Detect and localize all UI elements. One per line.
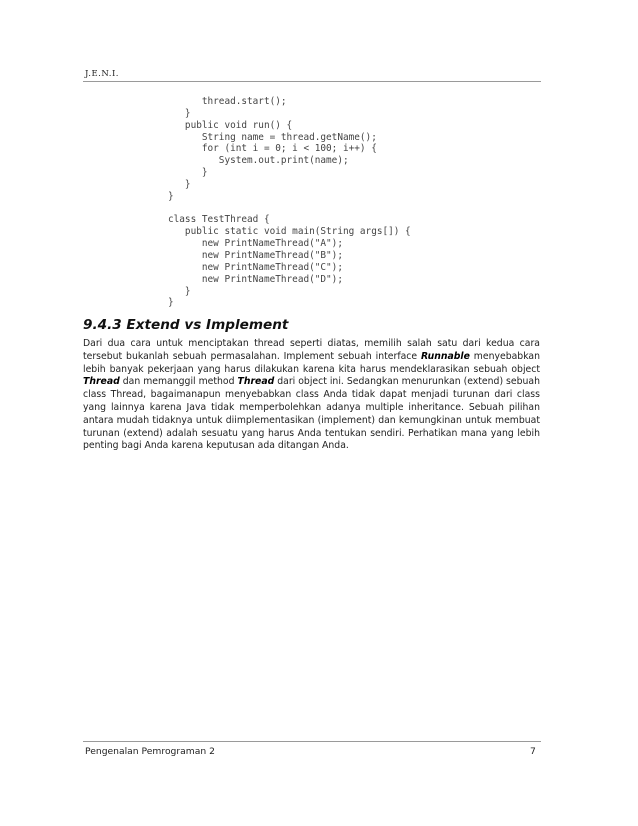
body-paragraph <box>83 338 540 453</box>
code-line <box>168 203 411 215</box>
code-line: } <box>168 297 174 309</box>
code-line: System.out.print(name); <box>168 155 349 167</box>
code-line: new PrintNameThread("A"); <box>168 238 343 250</box>
code-line: class TestThread { <box>168 214 270 226</box>
code-block <box>168 96 411 309</box>
footer-title: Pengenalan Pemrograman 2 <box>85 746 215 757</box>
paragraph-text: dan memanggil method <box>119 376 238 388</box>
paragraph-text: Dari dua cara untuk menciptakan thread seperti diatas, memilih salah satu dari kedua cara tersebut bukanlah sebuah permasalahan. Implement sebuah interface <box>83 338 540 362</box>
paragraph-text: menyebabkan lebih banyak pekerjaan yang harus dilakukan karena kita harus mendeklarasikan sebuah object <box>83 350 541 375</box>
code-line: thread.start(); <box>168 96 287 107</box>
code-line: public void run() { <box>168 119 293 131</box>
code-line: } <box>168 285 191 297</box>
emphasis-thread: Thread <box>237 376 275 388</box>
code-line: new PrintNameThread("C"); <box>168 261 343 273</box>
code-line: new PrintNameThread("D"); <box>168 273 343 285</box>
header-rule <box>83 81 541 82</box>
emphasis-thread: Thread <box>83 376 120 388</box>
code-line: new PrintNameThread("B"); <box>168 249 343 261</box>
code-line: } <box>168 107 191 119</box>
footer-rule <box>83 741 541 742</box>
code-line: } <box>168 167 208 179</box>
code-line: public static void main(String args[]) { <box>168 226 411 238</box>
code-line: } <box>168 190 174 202</box>
code-line: } <box>168 178 191 190</box>
code-line: String name = thread.getName(); <box>168 131 377 143</box>
paragraph-text: dari object ini. Sedangkan menurunkan (extend) sebuah class Thread, bagaimanapun menyebabkan class Anda tidak dapat menjadi turunan dari class yang lainnya karena Java tidak memperbolehkan adanya multiple inheritance. Sebuah pilihan antara mudah tidaknya untuk diimplementasikan (implement) dan kemungkinan untuk membuat turunan (extend) adalah sesuatu yang harus Anda tentukan sendiri. Perhatikan mana yang lebih penting bagi Anda karena keputusan ada ditangan Anda. <box>83 376 540 452</box>
header-label: J.E.N.I. <box>85 69 120 79</box>
section-title: 9.4.3 Extend vs Implement <box>83 317 289 333</box>
emphasis-runnable: Runnable <box>421 350 470 362</box>
code-line: for (int i = 0; i < 100; i++) { <box>168 143 377 155</box>
page-number: 7 <box>530 746 536 757</box>
